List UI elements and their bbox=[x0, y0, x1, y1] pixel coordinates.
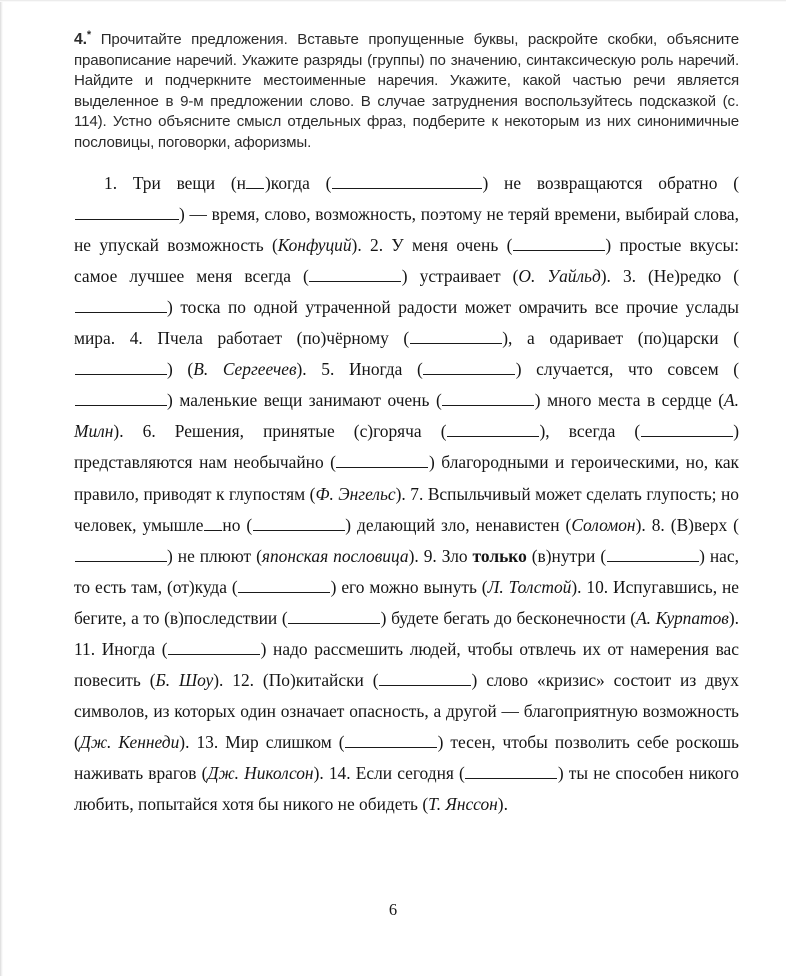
sentence-text: ) простые вкусы: самое лучшее меня всегда ( bbox=[74, 234, 739, 286]
source-attribution: Ф. Энгельс bbox=[315, 483, 396, 504]
answer-blank[interactable] bbox=[288, 610, 380, 624]
sentence-text: Испугавшись, не бегите, а то (в)последствии ( bbox=[74, 576, 739, 628]
sentence-number: 13. bbox=[196, 732, 219, 753]
sentence-text: ). bbox=[571, 576, 582, 597]
sentence-text: Пчела работает (по)чёрному ( bbox=[142, 328, 410, 349]
sentence-text: ) — время, слово, возможность, поэтому не теряй времени, выбирай слова, не упускай возможность ( bbox=[74, 203, 739, 255]
answer-blank[interactable] bbox=[75, 548, 167, 562]
page-number: 6 bbox=[388, 900, 398, 919]
sentence-text: Иногда ( bbox=[95, 638, 168, 659]
sentence-text: Если сегодня ( bbox=[350, 763, 465, 784]
sentence-text: Иногда ( bbox=[334, 359, 423, 380]
sentence-text: ). bbox=[408, 545, 419, 566]
answer-blank[interactable] bbox=[442, 393, 534, 407]
sentence-number: 7. bbox=[410, 483, 424, 504]
answer-blank[interactable] bbox=[379, 673, 471, 687]
sentence-text: ) ( bbox=[167, 359, 194, 380]
source-attribution: Л. Толстой bbox=[487, 576, 572, 597]
source-attribution: Т. Янссон bbox=[428, 794, 498, 815]
source-attribution: японская пословица bbox=[261, 545, 409, 566]
sentence-number: 6. bbox=[142, 421, 156, 442]
sentence-text: )когда ( bbox=[264, 172, 332, 193]
answer-blank[interactable] bbox=[607, 548, 699, 562]
source-attribution: А. Курпатов bbox=[636, 607, 729, 628]
sentence-text: ) будете бегать до бесконечности ( bbox=[380, 607, 637, 628]
sentence-number: 14. bbox=[328, 763, 351, 784]
answer-blank[interactable] bbox=[75, 393, 167, 407]
sentence-text: ). bbox=[296, 359, 307, 380]
answer-blank[interactable] bbox=[641, 424, 733, 438]
sentence-text: ). bbox=[728, 607, 739, 628]
source-attribution: В. Сергеечев bbox=[193, 359, 297, 380]
sentence-number: 10. bbox=[586, 576, 609, 597]
sentence-text: ) случается, что совсем ( bbox=[515, 359, 739, 380]
missing-letter-gap[interactable] bbox=[204, 519, 222, 531]
highlighted-word: только bbox=[472, 545, 527, 566]
sentence-text: ) надо рассмешить людей, чтобы отвлечь их от намерения вас повесить ( bbox=[74, 638, 739, 691]
sentence-number: 2. bbox=[370, 234, 384, 255]
exercise-instruction bbox=[74, 30, 739, 154]
answer-blank[interactable] bbox=[75, 299, 167, 313]
sentence-number: 4. bbox=[129, 328, 143, 349]
sentence-number: 8. bbox=[651, 514, 665, 535]
sentence-text: ) представляются нам необычайно ( bbox=[74, 421, 739, 473]
sentence-text: ) нас, то есть там, (от)куда ( bbox=[74, 545, 739, 597]
sentence-text: ) ты не способен никого любить, попытайся хотя бы никого не обидеть ( bbox=[74, 763, 739, 815]
answer-blank[interactable] bbox=[465, 766, 557, 780]
sentence-number: 5. bbox=[321, 359, 335, 380]
answer-blank[interactable] bbox=[309, 268, 401, 282]
sentence-text: (По)китайски ( bbox=[254, 670, 379, 691]
sentence-text: Мир слишком ( bbox=[218, 732, 345, 753]
source-attribution: Соломон bbox=[571, 514, 636, 535]
sentence-text: ). bbox=[395, 483, 406, 504]
sentence-text: ), всегда ( bbox=[539, 421, 641, 442]
sentence-text: ) тоска по одной утраченной радости может омрачить все прочие услады мира. bbox=[74, 296, 739, 349]
sentence-text: ) не возвращаются обратно ( bbox=[482, 172, 739, 193]
sentence-text: ). bbox=[179, 732, 190, 753]
answer-blank[interactable] bbox=[336, 455, 428, 469]
sentence-text: ), а одаривает (по)царски ( bbox=[502, 328, 739, 349]
sentence-text: ) не плюют ( bbox=[167, 545, 262, 566]
exercise-sentences bbox=[74, 168, 739, 821]
sentence-text: ). bbox=[497, 794, 508, 815]
answer-blank[interactable] bbox=[345, 735, 437, 749]
answer-blank[interactable] bbox=[168, 641, 260, 655]
sentence-text: (в)нутри ( bbox=[526, 545, 607, 566]
answer-blank[interactable] bbox=[253, 517, 345, 531]
source-attribution: Конфуций bbox=[277, 234, 352, 255]
sentence-number: 11. bbox=[74, 638, 96, 659]
answer-blank[interactable] bbox=[410, 331, 502, 345]
answer-blank[interactable] bbox=[447, 424, 539, 438]
sentence-text: (В)верх ( bbox=[664, 514, 739, 535]
sentence-text: ) много места в сердце ( bbox=[534, 390, 724, 411]
exercise-number: 4. bbox=[74, 31, 87, 48]
exercise-instruction-text: Прочитайте предложения. Вставьте пропущенные буквы, раскройте скобки, объясните правописание наречий. Укажите разряды (группы) по значению, синтаксическую роль наречий. Найдите и подчеркните местоименные наречия. Укажите, какой частью речи является выделенное в 9-м предложении слово. В случае затруднения воспользуйтесь подсказкой (с. 114). Устно объясните смысл отдельных фраз, подберите к некоторым из них синонимичные пословицы, поговорки, афоризмы. bbox=[74, 31, 739, 151]
sentence-number: 1. bbox=[104, 172, 118, 193]
sentence-number: 9. bbox=[423, 545, 437, 566]
sentence-text: ) тесен, чтобы позволить себе роскошь наживать врагов ( bbox=[74, 732, 739, 784]
sentence-text: Зло bbox=[436, 545, 473, 566]
source-attribution: Дж. Николсон bbox=[207, 763, 314, 784]
sentence-text: ) делающий зло, ненавистен ( bbox=[345, 514, 572, 535]
sentence-number: 3. bbox=[622, 265, 636, 286]
answer-blank[interactable] bbox=[75, 362, 167, 376]
sentence-text: ) устраивает ( bbox=[401, 265, 519, 286]
sentence-text: ) благородными и героическими, но, как правило, приводят к глупостям ( bbox=[74, 452, 739, 504]
source-attribution: О. Уайльд bbox=[518, 265, 601, 286]
sentence-text: ). bbox=[213, 670, 224, 691]
answer-blank[interactable] bbox=[75, 206, 179, 220]
sentence-text: ). bbox=[600, 265, 611, 286]
answer-blank[interactable] bbox=[332, 175, 482, 189]
exercise-star-marker: * bbox=[86, 28, 92, 41]
sentence-text: Решения, принятые (с)горяча ( bbox=[155, 421, 447, 442]
sentence-text: (Не)редко ( bbox=[635, 265, 739, 286]
source-attribution: Б. Шоу bbox=[155, 670, 214, 691]
sentence-number: 12. bbox=[232, 670, 255, 691]
missing-letter-gap[interactable] bbox=[246, 177, 264, 189]
sentence-text: ). bbox=[351, 234, 362, 255]
sentence-text: ). bbox=[113, 421, 124, 442]
sentence-text: Вспыльчивый может сделать глупость; но человек, умышле bbox=[74, 483, 739, 535]
sentence-text: но ( bbox=[222, 514, 253, 535]
sentence-text: ). bbox=[635, 514, 646, 535]
answer-blank[interactable] bbox=[513, 237, 605, 251]
answer-blank[interactable] bbox=[238, 579, 330, 593]
sentence-text: ) маленькие вещи занимают очень ( bbox=[167, 390, 442, 411]
sentence-text: ) его можно вынуть ( bbox=[330, 576, 488, 597]
answer-blank[interactable] bbox=[423, 362, 515, 376]
source-attribution: А. Милн bbox=[74, 390, 739, 442]
sentence-text: Три вещи (н bbox=[117, 172, 246, 193]
sentence-text: ) слово «кризис» состоит из двух символов, из которых один означает опасность, а другой — благоприятную возможность ( bbox=[74, 670, 739, 753]
sentence-text: У меня очень ( bbox=[383, 234, 513, 255]
sentence-text: ). bbox=[313, 763, 324, 784]
source-attribution: Дж. Кеннеди bbox=[79, 732, 180, 753]
